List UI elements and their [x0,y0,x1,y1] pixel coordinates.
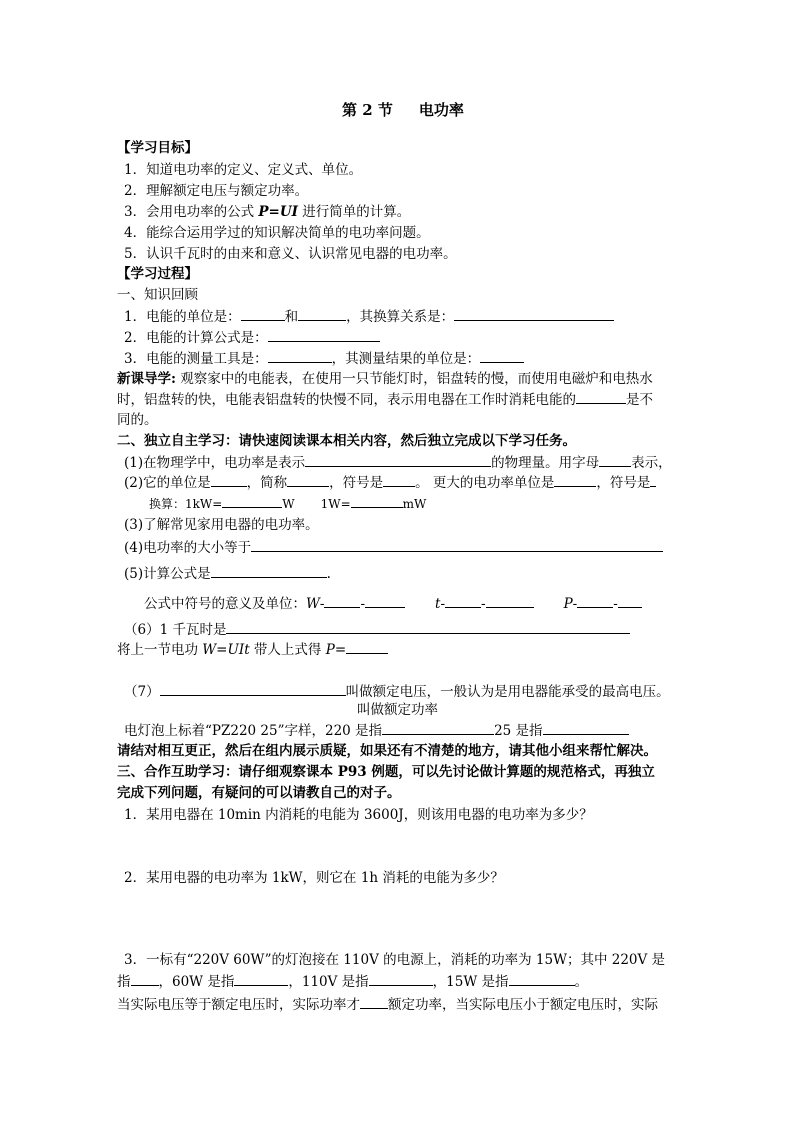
self-q7-rated-power: 叫做额定功率 [357,702,438,718]
objective-1: 1．知道电功率的定义、定义式、单位。 [124,162,363,178]
coop-heading-1: 三、合作互助学习：请仔细观察课本 P93 例题，可以先讨论做计算题的规范格式，再独立 [117,764,655,780]
intro-line-1: 新课导学: 观察家中的电能表，在使用一只节能灯时，铝盘转的慢，而使用电磁炉和电热水 [117,371,653,387]
review-q3: 3．电能的测量工具是： ，其测量结果的单位是： [124,349,524,368]
self-q8: 电灯泡上标着“PZ220 25”字样，220 是指 25 是指 [124,721,629,740]
self-q5: (5)计算公式是 . [124,566,331,582]
self-q2-conversion: 换算：1kW= W 1W= mW [149,494,426,513]
coop-problem-1: 1．某用电器在 10min 内消耗的电能为 3600J，则该用电器的电功率为多少？ [124,807,593,823]
objective-2: 2．理解额定电压与额定功率。 [124,183,309,199]
self-q6-derive: 将上一节电功 W=UIt 带人上式得 P= [117,640,388,659]
objective-4: 4．能综合运用学过的知识解决简单的电功率问题。 [124,225,430,241]
self-q4: (4)电功率的大小等于 [124,538,663,557]
intro-line-2: 时，铝盘转的快，电能表铝盘转的快慢不同，表示用电器在工作时消耗电能的 是不 [117,392,653,408]
self-q1: (1)在物理学中，电功率是表示 的物理量。用字母 表示， [124,455,672,471]
coop-heading-2: 完成下列问题，有疑问的可以请教自己的对子。 [117,785,401,801]
self-q3: (3)了解常见家用电器的电功率。 [124,517,319,533]
coop-problem-3: 3．一标有“220V 60W”的灯泡接在 110V 的电源上，消耗的功率为 15W；其中 220V 是 [124,952,666,968]
process-heading: 【学习过程】 [117,266,198,282]
coop-problem-2: 2．某用电器的电功率为 1kW，则它在 1h 消耗的电能为多少？ [124,870,504,886]
review-q2: 2．电能的计算公式是： [124,328,380,347]
self-q2: (2)它的单位是 ，简称 ，符号是 。 更大的电功率单位是 ，符号是 [124,473,656,492]
review-q1: 1．电能的单位是： 和 ，其换算关系是： [124,307,614,326]
formula-symbols: 公式中符号的意义及单位：W- - t- - P- - [144,594,642,613]
help-note: 请结对相互更正，然后在组内展示质疑，如果还有不清楚的地方，请其他小组来帮忙解决。 [117,743,657,759]
self-q7: （7） 叫做额定电压，一般认为是用电器能承受的最高电压。 [124,684,670,700]
intro-line-3: 同的。 [117,412,158,428]
page-title: 第 2 节 电功率 [342,101,464,119]
objective-5: 5．认识千瓦时的由来和意义、认识常见电器的电功率。 [124,246,457,262]
objective-3: 3．会用电功率的公式 P=UI 进行简单的计算。 [124,204,411,220]
objectives-heading: 【学习目标】 [117,140,198,156]
coop-last-line: 当实际电压等于额定电压时，实际功率才 额定功率，当实际电压小于额定电压时，实际 [117,997,658,1013]
review-heading: 一、知识回顾 [117,287,198,303]
coop-problem-3-blanks: 指 ，60W 是指 ，110V 是指 ，15W 是指 。 [117,974,589,990]
self-study-heading: 二、独立自主学习：请快速阅读课本相关内容，然后独立完成以下学习任务。 [117,433,576,449]
self-q6: （6）1 千瓦时是 [124,620,630,639]
